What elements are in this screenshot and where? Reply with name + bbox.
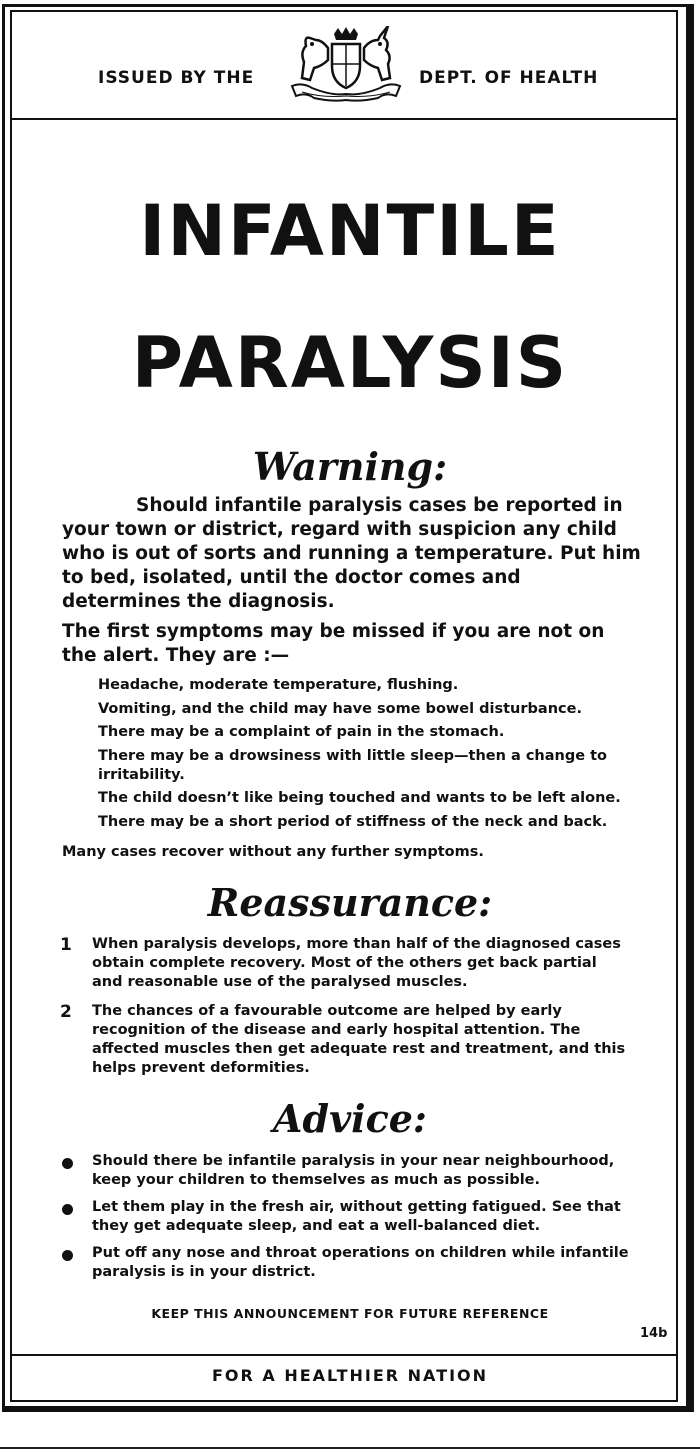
footer-divider: [12, 1354, 676, 1356]
issued-by-text: ISSUED BY THE: [98, 68, 255, 88]
first-symptoms-paragraph: The first symptoms may be missed if you are not on the alert. They are :—: [62, 621, 605, 666]
reference-code: 14b: [640, 1326, 668, 1341]
item-number: 1: [60, 935, 72, 955]
item-text: When paralysis develops, more than half of the diagnosed cases obtain complete recovery. Most of the others get back partial and reasonable use of the paralysed muscles.: [92, 936, 621, 990]
symptom-item: Headache, moderate temperature, flushing.: [98, 677, 459, 693]
item-text: Let them play in the fresh air, without getting fatigued. See that they get adequate sleep, and eat a well-balanced diet.: [92, 1199, 621, 1234]
bullet-icon: [62, 1250, 73, 1261]
item-text: Should there be infantile paralysis in your near neighbourhood, keep your children to themselves as much as possible.: [92, 1153, 615, 1188]
coat-of-arms-icon: [282, 26, 410, 102]
advice-heading: Advice:: [273, 1096, 427, 1141]
dept-of-health-text: DEPT. OF HEALTH: [419, 68, 599, 88]
title-line-1: INFANTILE: [139, 190, 561, 272]
bullet-icon: [62, 1158, 73, 1169]
item-number: 2: [60, 1002, 72, 1022]
item-text: The chances of a favourable outcome are helped by early recognition of the disease and early hospital attention. The affected muscles then get adequate rest and treatment, and this helps prevent deformities.: [92, 1003, 626, 1076]
page-bottom-rule: [0, 1447, 700, 1449]
recovery-note: Many cases recover without any further symptoms.: [62, 844, 484, 860]
item-text: Put off any nose and throat operations on children while infantile paralysis is in your district.: [92, 1245, 629, 1280]
symptom-item: There may be a short period of stiffness of the neck and back.: [98, 813, 608, 830]
symptom-item: Vomiting, and the child may have some bowel disturbance.: [98, 700, 582, 717]
header-divider: [12, 118, 676, 120]
title-line-2: PARALYSIS: [131, 322, 569, 404]
warning-paragraph: Should infantile paralysis cases be reported in your town or district, regard with suspicion any child who is out of sorts and running a temperature. Put him to bed, isolated, until the doctor comes and determines the diagnosis.: [62, 495, 641, 612]
header: [12, 26, 676, 116]
warning-heading: Warning:: [252, 444, 448, 489]
bullet-icon: [62, 1204, 73, 1215]
symptom-item: There may be a drowsiness with little sleep—then a change to irritability.: [98, 747, 608, 783]
keep-announcement-note: KEEP THIS ANNOUNCEMENT FOR FUTURE REFERENCE: [151, 1306, 549, 1321]
symptom-item: The child doesn’t like being touched and wants to be left alone.: [98, 790, 621, 806]
reassurance-heading: Reassurance:: [207, 880, 493, 925]
symptoms-list: [98, 676, 634, 836]
symptom-item: There may be a complaint of pain in the stomach.: [98, 724, 505, 740]
footer-slogan: FOR A HEALTHIER NATION: [211, 1366, 489, 1385]
